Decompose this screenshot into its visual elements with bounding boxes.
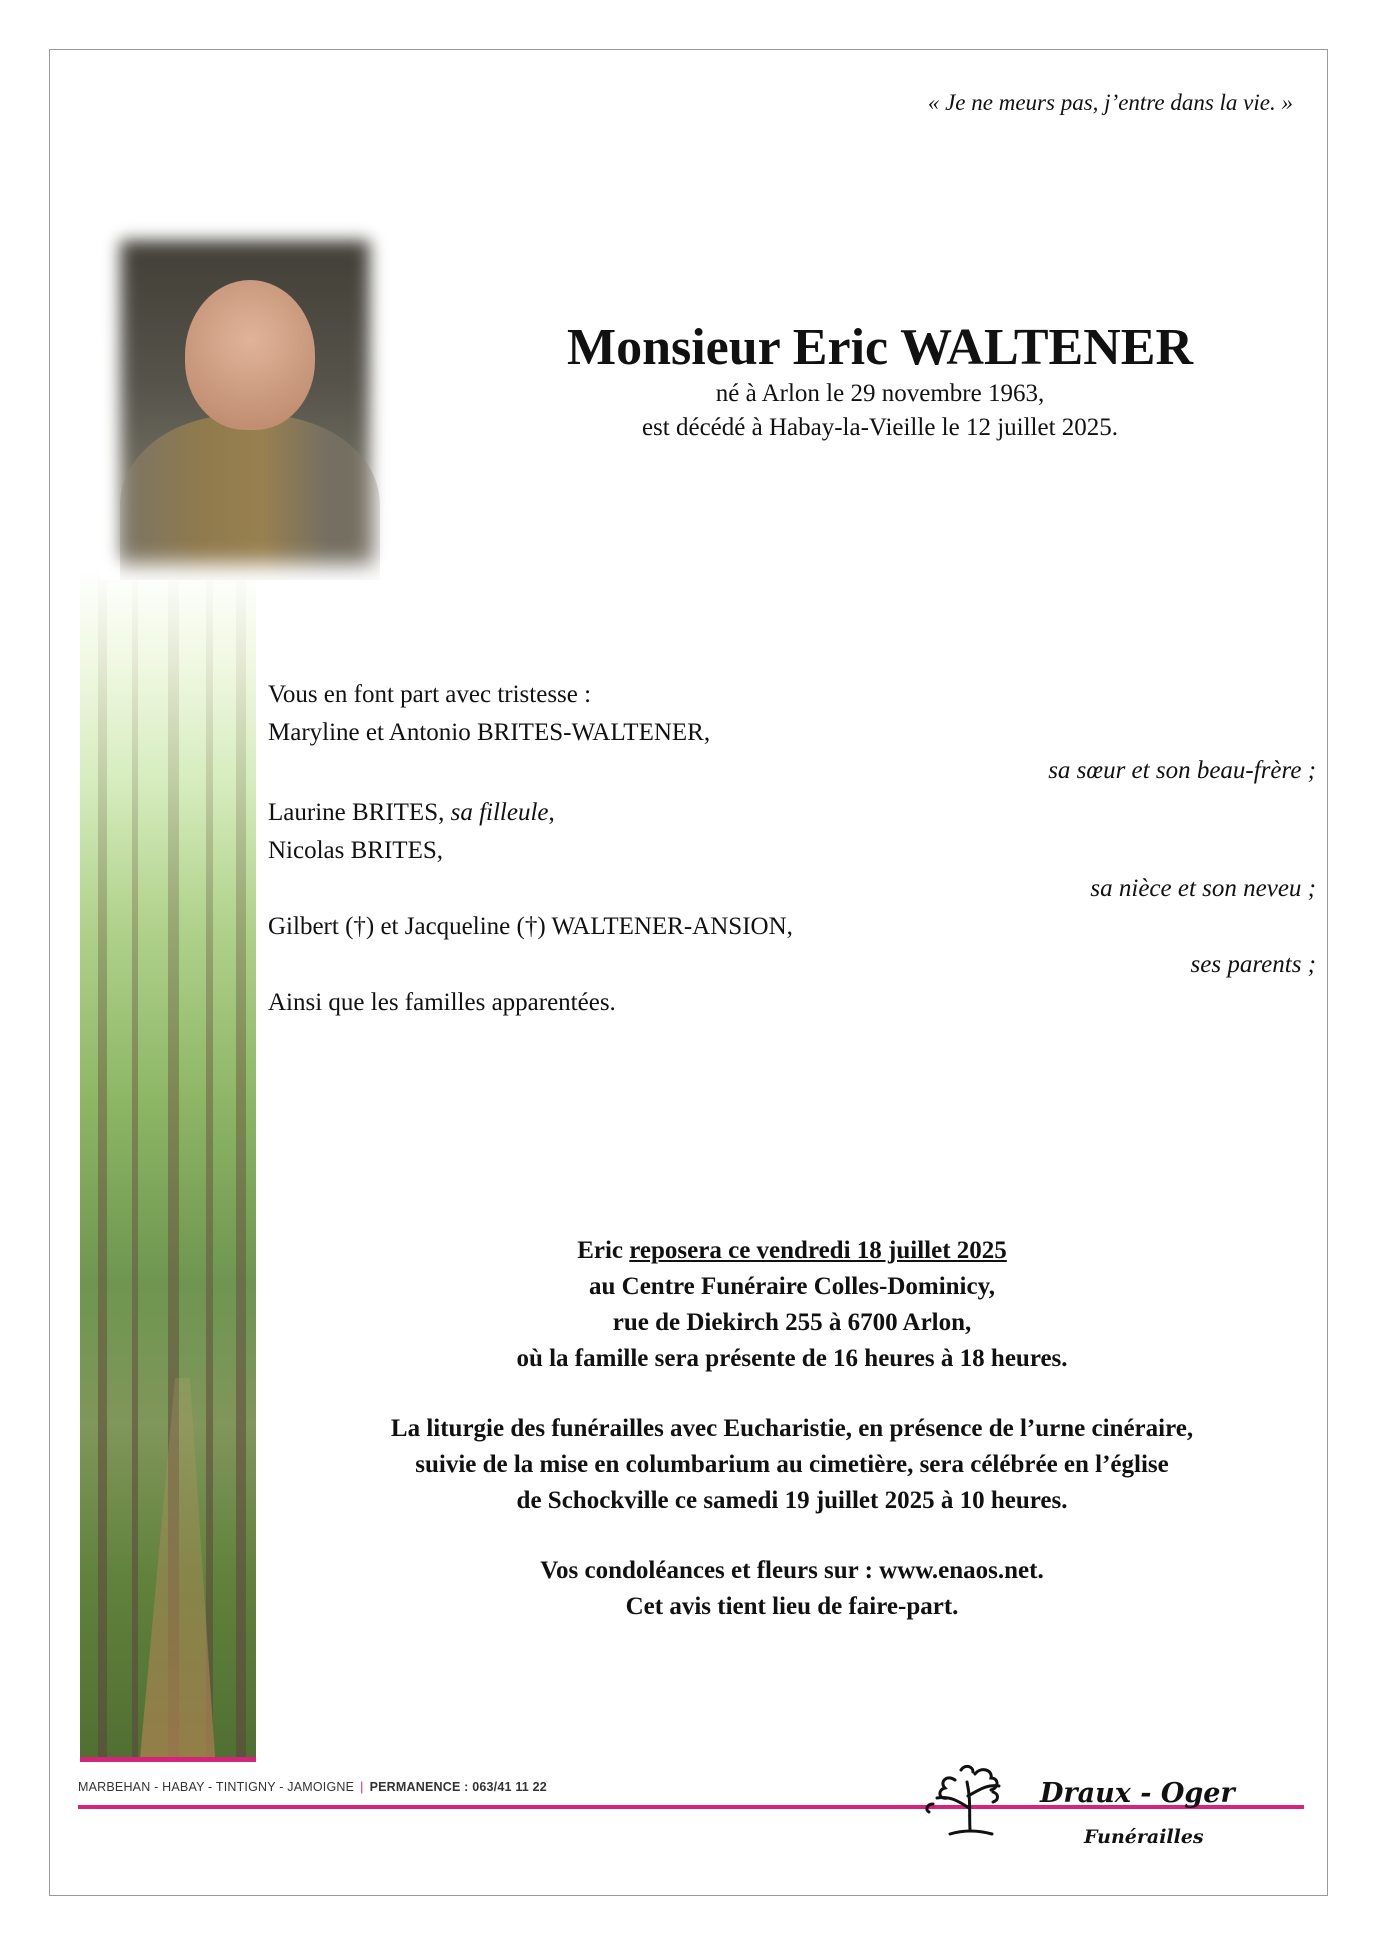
family-line: Gilbert (†) et Jacqueline (†) WALTENER-ANSION, [268, 913, 793, 940]
goddaughter-role: sa filleule [450, 799, 549, 826]
birth-line: né à Arlon le 29 novembre 1963, [715, 380, 1045, 407]
epigraph-quote: « Je ne meurs pas, j’entre dans la vie. » [927, 90, 1293, 115]
deceased-header [440, 318, 1320, 445]
portrait-photo [100, 220, 390, 580]
condolences-paragraph: Vos condoléances et fleurs sur : www.enaos.net. Cet avis tient lieu de faire-part. [268, 1553, 1316, 1625]
family-relation: sa nièce et son neveu ; [1090, 875, 1316, 902]
family-relation: ses parents ; [1190, 951, 1316, 978]
visitation-paragraph: Eric reposera ce vendredi 18 juillet 2025 au Centre Funéraire Colles-Dominicy, rue de Diekirch 255 à 6700 Arlon, où la famille sera présente de 16 heures à 18 heures. [516, 1237, 1068, 1372]
family-closing: Ainsi que les familles apparentées. [268, 989, 616, 1016]
towns-list: MARBEHAN - HABAY - TINTIGNY - JAMOIGNE [78, 1780, 355, 1794]
brand-name: Draux - Oger [1040, 1778, 1235, 1809]
visitation-date: reposera ce vendredi 18 juillet 2025 [629, 1237, 1007, 1264]
liturgy-paragraph: La liturgie des funérailles avec Eucharistie, en présence de l’urne cinéraire, suivie de la mise en columbarium au cimetière, sera célébrée en l’église de Schockville ce samedi 19 juillet 2025 à 10 heures. [390, 1415, 1194, 1514]
death-line: est décédé à Habay-la-Vieille le 12 juillet 2025. [641, 414, 1119, 441]
family-announcement [268, 676, 1316, 1022]
condolences-link-text: Vos condoléances et fleurs sur : www.enaos.net. [540, 1557, 1044, 1584]
brand-subtitle: Funérailles [1080, 1826, 1208, 1848]
forest-path-image [80, 568, 256, 1758]
family-line: Nicolas BRITES, [268, 837, 443, 864]
ceremony-details [268, 1233, 1316, 1659]
footer-locations: MARBEHAN - HABAY - TINTIGNY - JAMOIGNE | PERMANENCE : 063/41 11 22 [78, 1780, 547, 1794]
forest-accent-line [80, 1757, 256, 1762]
family-line: Maryline et Antonio BRITES-WALTENER, [268, 719, 711, 746]
deceased-name: Monsieur Eric WALTENER [566, 319, 1194, 376]
permanence-phone: PERMANENCE : 063/41 11 22 [369, 1780, 547, 1794]
family-line: Laurine BRITES, sa filleule, [268, 799, 555, 826]
family-intro: Vous en font part avec tristesse : [268, 681, 592, 708]
family-relation: sa sœur et son beau-frère ; [1048, 757, 1316, 784]
